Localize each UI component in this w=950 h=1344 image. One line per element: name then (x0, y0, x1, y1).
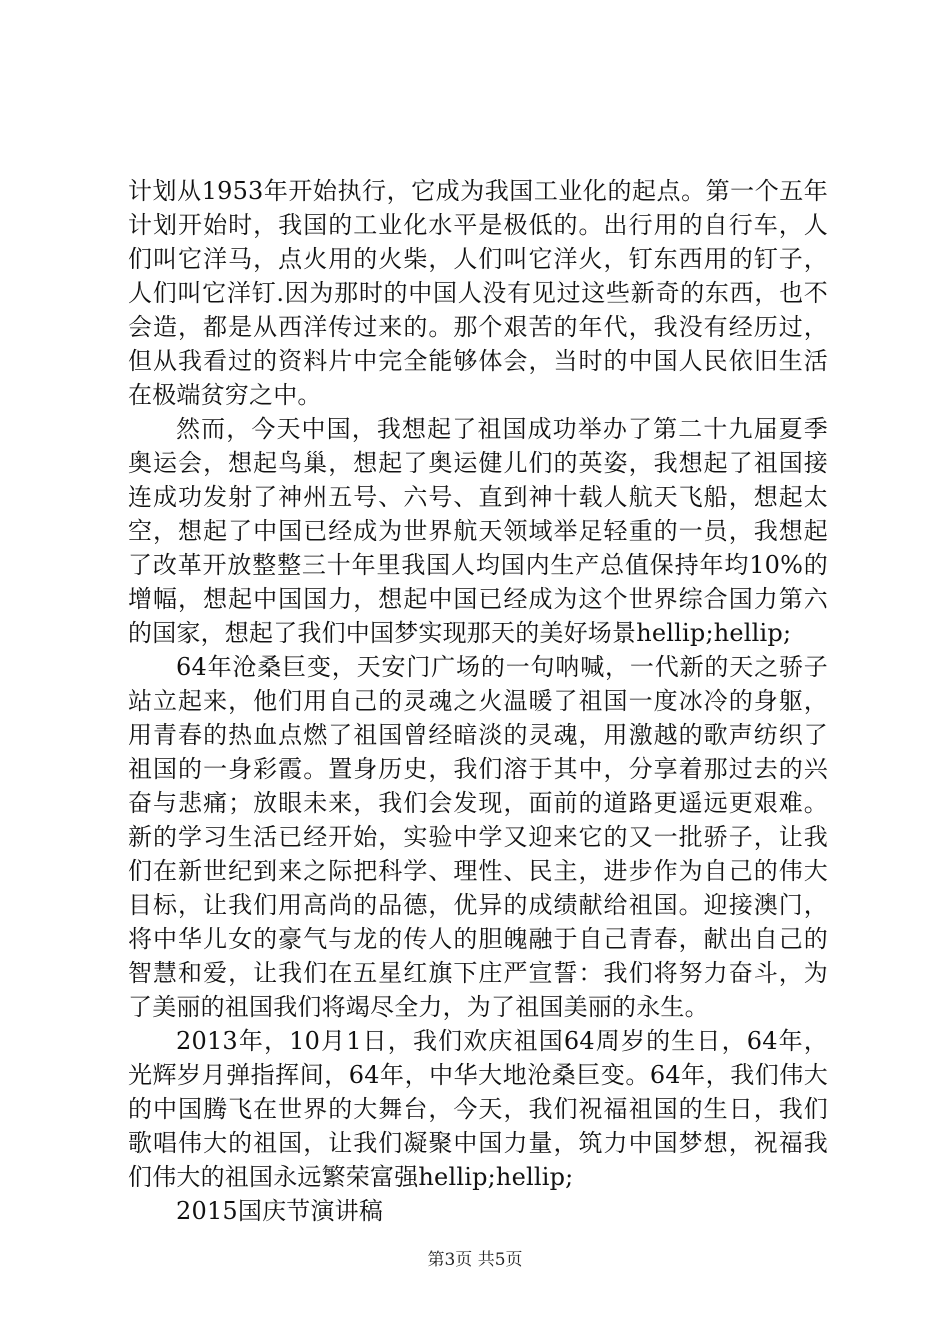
paragraph: 2013年，10月1日，我们欢庆祖国64周岁的生日，64年，光辉岁月弹指挥间，64年，中华大地沧桑巨变。64年，我们伟大的中国腾飞在世界的大舞台，今天，我们祝福祖国的生日，我们歌唱伟大的祖国，让我们凝聚中国力量，筑力中国梦想，祝福我们伟大的祖国永远繁荣富强hellip;hellip; (128, 1027, 828, 1191)
page-number-footer: 第3页 共5页 (427, 1250, 523, 1270)
document-title-line: 2015国庆节演讲稿 (176, 1197, 384, 1225)
paragraph: 计划从1953年开始执行，它成为我国工业化的起点。第一个五年计划开始时，我国的工业化水平是极低的。出行用的自行车，人们叫它洋马，点火用的火柴，人们叫它洋火，钉东西用的钉子，人们叫它洋钉.因为那时的中国人没有见过这些新奇的东西，也不会造，都是从西洋传过来的。那个艰苦的年代，我没有经历过，但从我看过的资料片中完全能够体会，当时的中国人民依旧生活在极端贫穷之中。 (128, 177, 828, 409)
paragraph: 64年沧桑巨变，天安门广场的一句呐喊，一代新的天之骄子站立起来，他们用自己的灵魂之火温暖了祖国一度冰冷的身躯，用青春的热血点燃了祖国曾经暗淡的灵魂，用激越的歌声纺织了祖国的一身彩霞。置身历史，我们溶于其中，分享着那过去的兴奋与悲痛；放眼未来，我们会发现，面前的道路更遥远更艰难。新的学习生活已经开始，实验中学又迎来它的又一批骄子，让我们在新世纪到来之际把科学、理性、民主，进步作为自己的伟大目标，让我们用高尚的品德，优异的成绩献给祖国。迎接澳门，将中华儿女的豪气与龙的传人的胆魄融于自己青春，献出自己的智慧和爱，让我们在五星红旗下庄严宣誓：我们将努力奋斗，为了美丽的祖国我们将竭尽全力，为了祖国美丽的永生。 (128, 653, 828, 1021)
paragraph: 然而，今天中国，我想起了祖国成功举办了第二十九届夏季奥运会，想起鸟巢，想起了奥运健儿们的英姿，我想起了祖国接连成功发射了神州五号、六号、直到神十载人航天飞船，想起太空，想起了中国已经成为世界航天领域举足轻重的一员，我想起了改革开放整整三十年里我国人均国内生产总值保持年均10%的增幅，想起中国国力，想起中国已经成为这个世界综合国力第六的国家，想起了我们中国梦实现那天的美好场景hellip;hellip; (128, 415, 828, 647)
document-body (128, 174, 828, 1228)
